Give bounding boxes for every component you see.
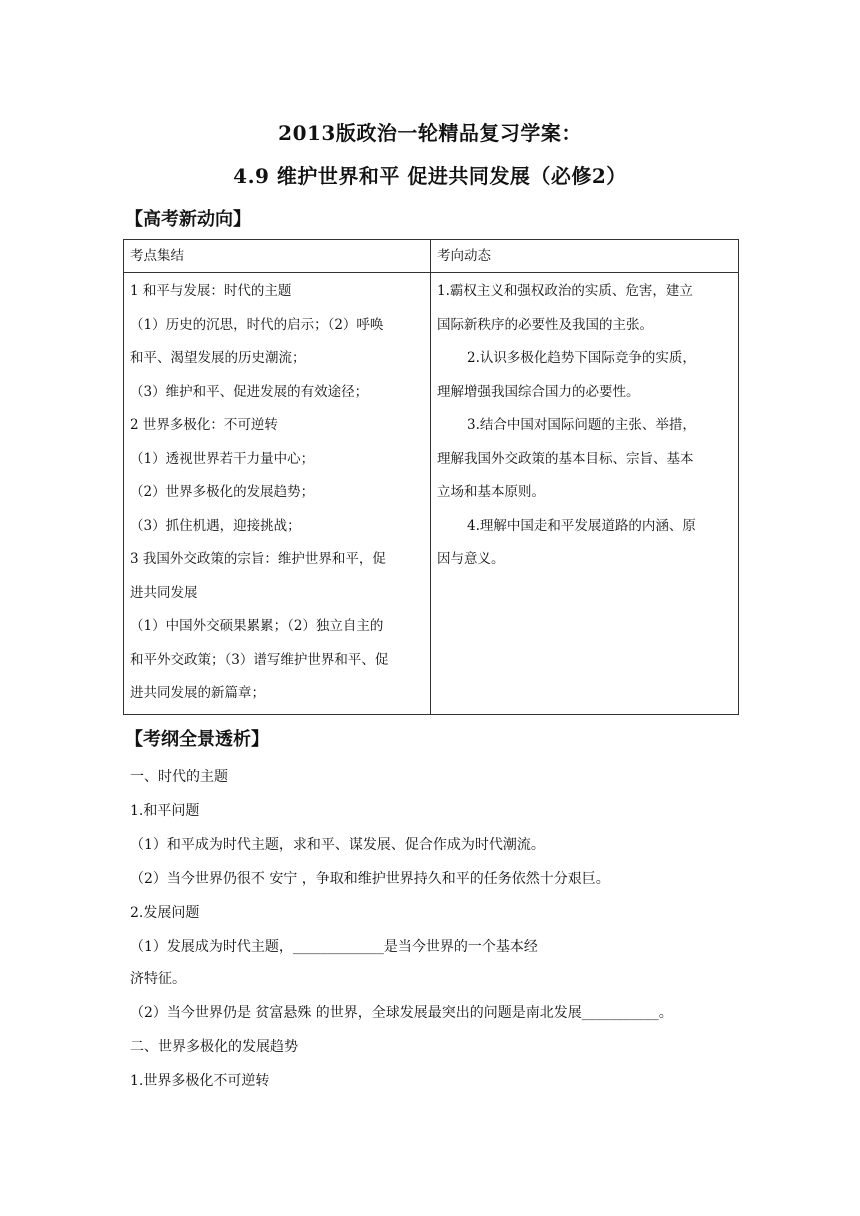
body-line: 2.发展问题 [130,905,200,921]
section-heading-gaokao: 【高考新动向】 [125,209,251,230]
table-row [124,273,739,715]
body-line: 一、时代的主题 [130,769,228,785]
body-line: （2）当今世界仍是 贫富悬殊 的世界，全球发展最突出的问题是南北发展___________。 [130,1005,673,1021]
table-cell-line: 和平外交政策；（3）谱写维护世界和平、促 [130,651,389,668]
table-header-row [124,240,739,273]
table-cell-line: （1）透视世界若干力量中心； [130,450,315,467]
body-line: 济特征。 [130,971,186,987]
left-cell [124,273,431,715]
body-line: （2）当今世界仍很不 安宁 ，争取和维护世界持久和平的任务依然十分艰巨。 [130,871,610,887]
table-cell-line: 进共同发展的新篇章； [130,685,265,701]
document-subtitle: 4.9 维护世界和平 促进共同发展（必修2） [233,164,627,188]
table-cell-line: 立场和基本原则。 [437,484,545,500]
table-cell-line: 3.结合中国对国际问题的主张、举措， [467,417,696,433]
table-cell-line: 理解增强我国综合国力的必要性。 [437,383,640,400]
table-cell-line: 3 我国外交政策的宗旨：维护世界和平，促 [130,551,386,567]
body-line: （1）和平成为时代主题，求和平、谋发展、促合作成为时代潮流。 [130,837,545,853]
table-cell-line: （1）中国外交硕果累累；（2）独立自主的 [130,618,384,634]
body-line: 二、世界多极化的发展趋势 [130,1039,298,1055]
section-heading-outline: 【考纲全景透析】 [125,729,269,750]
table-cell-line: （1）历史的沉思，时代的启示；（2）呼唤 [130,316,384,333]
table-cell-line: 因与意义。 [437,551,505,567]
left-cell-lines [130,273,424,711]
body-line: 1.世界多极化不可逆转 [130,1073,270,1089]
document-title: 2013版政治一轮精品复习学案： [278,121,582,145]
body-line: 1.和平问题 [130,803,200,819]
right-cell-lines [437,273,732,577]
syllabus-table [123,239,739,715]
table-cell-line: 和平、渴望发展的历史潮流； [130,350,306,366]
body-line: （1）发展成为时代主题，_____________是当今世界的一个基本经 [130,939,538,955]
table-cell-line: 进共同发展 [130,584,198,601]
table-header-cell: 考点集结 [124,240,431,273]
table-cell-line: 1 和平与发展：时代的主题 [130,283,292,299]
table-cell-line: 国际新秩序的必要性及我国的主张。 [437,316,653,333]
table-cell-line: 2.认识多极化趋势下国际竞争的实质， [467,350,696,366]
right-cell [431,273,739,715]
table-cell-line: （2）世界多极化的发展趋势； [130,484,315,500]
table-cell-line: 1.霸权主义和强权政治的实质、危害，建立 [437,283,693,299]
table-header-cell: 考向动态 [431,240,739,273]
table-cell-line: 理解我国外交政策的基本目标、宗旨、基本 [437,450,694,467]
table-cell-line: （3）维护和平、促进发展的有效途径； [130,383,369,400]
table-cell-line: （3）抓住机遇，迎接挑战； [130,517,301,534]
table-cell-line: 4.理解中国走和平发展道路的内涵、原 [467,517,696,534]
table-cell-line: 2 世界多极化：不可逆转 [130,417,278,433]
